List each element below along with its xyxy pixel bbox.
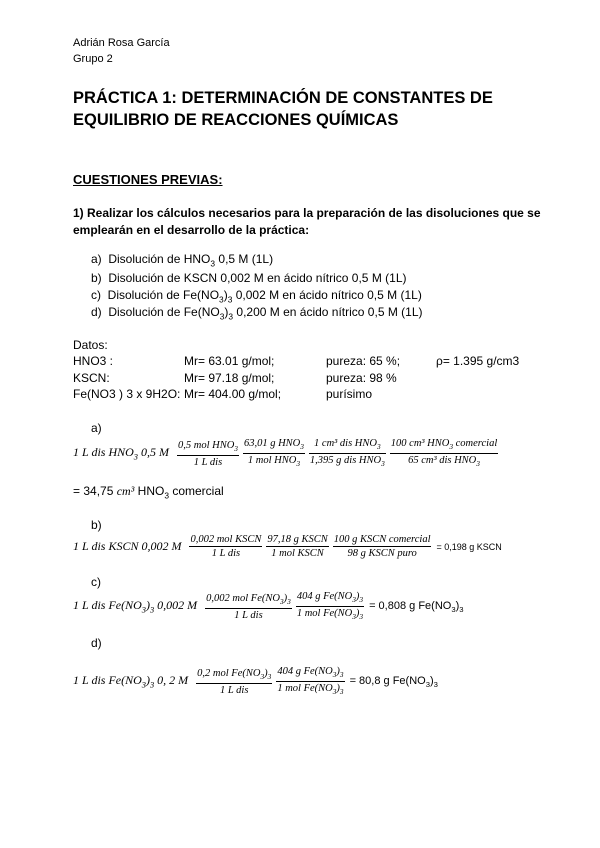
calc-a-fraction: $\frac{100 cm^3 HNO_3 comercial}{65 cm^3 dis HNO_3}$	[390, 438, 498, 469]
calc-a-result: = 34,75 cm³ $HNO_3$ comercial	[73, 484, 224, 501]
calc-a-fraction: $\frac{63,01 g HNO_3}{1 mol HNO_3}$	[243, 438, 304, 469]
page-title-line-1: PRÁCTICA 1: DETERMINACIÓN DE CONSTANTES DE	[73, 89, 493, 107]
calc-d-fraction: $\frac{404 g Fe(NO_3)_3}{1 mol Fe(NO_3)_3}$	[277, 666, 344, 697]
calc-b-fraction: $\frac{\text{97,18 g KSCN}}{\text{1 mol KSCN}}$	[267, 534, 328, 559]
list-item	[91, 305, 423, 321]
calc-c-fraction: $\frac{0,002 mol Fe(NO_3)_3}{\text{1 L dis}}$	[206, 592, 291, 621]
calc-a-equation	[73, 437, 500, 470]
list-letter: c)	[91, 288, 101, 302]
calc-d-result: = 80,8 g $Fe(NO_3)_3$	[349, 674, 438, 689]
list-letter: a)	[91, 252, 102, 266]
datos-density: ρ= 1.395 g/cm3	[436, 354, 520, 368]
calc-a-label: a)	[91, 421, 102, 435]
datos-pureza: purísimo	[326, 387, 373, 401]
list-text: Disolución de $Fe(NO_3)_3$ 0,200 M en ácido nítrico 0,5 M (1L)	[108, 305, 423, 322]
datos-name: KSCN:	[73, 371, 110, 385]
calc-d-fraction: $\frac{0,2 mol Fe(NO_3)_3}{\text{1 L dis}}$	[197, 667, 272, 696]
calc-c-result: = 0,808 g $Fe(NO_3)_3$	[369, 599, 464, 614]
calc-b-fraction: $\frac{\text{0,002 mol KSCN}}{\text{1 L dis}}$	[190, 534, 262, 559]
datos-mr: Mr= 63.01 g/mol;	[184, 354, 275, 368]
calc-c-fraction: $\frac{404 g Fe(NO_3)_3}{1 mol Fe(NO_3)_3}$	[296, 591, 364, 622]
calc-b-label: b)	[91, 518, 102, 532]
section-heading: CUESTIONES PREVIAS:	[73, 172, 223, 187]
calc-d-equation	[73, 665, 438, 698]
datos-label: Datos:	[73, 338, 108, 352]
author-name: Adrián Rosa García	[73, 37, 170, 49]
list-letter: b)	[91, 271, 102, 285]
calc-b-result: = 0,198 g KSCN	[436, 541, 502, 552]
datos-name: HNO3 :	[73, 354, 114, 368]
datos-mr: Mr= 97.18 g/mol;	[184, 371, 275, 385]
list-letter: d)	[91, 305, 102, 319]
calc-c-label: c)	[91, 575, 101, 589]
list-text: Disolución de KSCN 0,002 M en ácido nítrico 0,5 M (1L)	[108, 271, 407, 285]
calc-a-lead: 1 L dis $HNO_3$ 0,5 M	[73, 445, 169, 462]
calc-a-fraction: $\frac{0,5 mol HNO_3}{\text{1 L dis}}$	[177, 439, 238, 468]
list-item	[91, 271, 407, 285]
question-text: 1) Realizar los cálculos necesarios para la preparación de las disoluciones que se emplearán en el desarrollo de la práctica:	[73, 206, 541, 237]
calc-a-fraction: $\frac{1 cm^3 dis HNO_3}{1,395 g dis HNO_3}$	[309, 438, 385, 469]
list-item	[91, 252, 273, 268]
calc-d-label: d)	[91, 636, 102, 650]
list-text: Disolución de $Fe(NO_3)_3$ 0,002 M en ácido nítrico 0,5 M (1L)	[107, 288, 422, 305]
calc-c-lead: 1 L dis $Fe(NO_3)_3$ 0,002 M	[73, 598, 198, 615]
calc-b-fraction: $\frac{\text{100 g KSCN comercial}}{\text{98 g KSCN puro}}$	[333, 534, 431, 559]
page-title-line-2: EQUILIBRIO DE REACCIONES QUÍMICAS	[73, 111, 399, 129]
datos-mr: Mr= 404.00 g/mol;	[184, 387, 282, 401]
list-item	[91, 288, 422, 304]
datos-pureza: pureza: 98 %	[326, 371, 397, 385]
list-text: Disolución de $HNO_3$ 0,5 M (1L)	[108, 252, 274, 269]
calc-d-lead: 1 L dis $Fe(NO_3)_3$ 0, 2 M	[73, 673, 189, 690]
group-label: Grupo 2	[73, 53, 113, 65]
calc-b-equation	[73, 533, 502, 560]
calc-b-lead: 1 L dis KSCN 0,002 M	[73, 539, 182, 553]
calc-c-equation	[73, 590, 464, 623]
datos-pureza: pureza: 65 %;	[326, 354, 401, 368]
datos-name: Fe(NO3 ) 3 x 9H2O:	[73, 387, 181, 401]
